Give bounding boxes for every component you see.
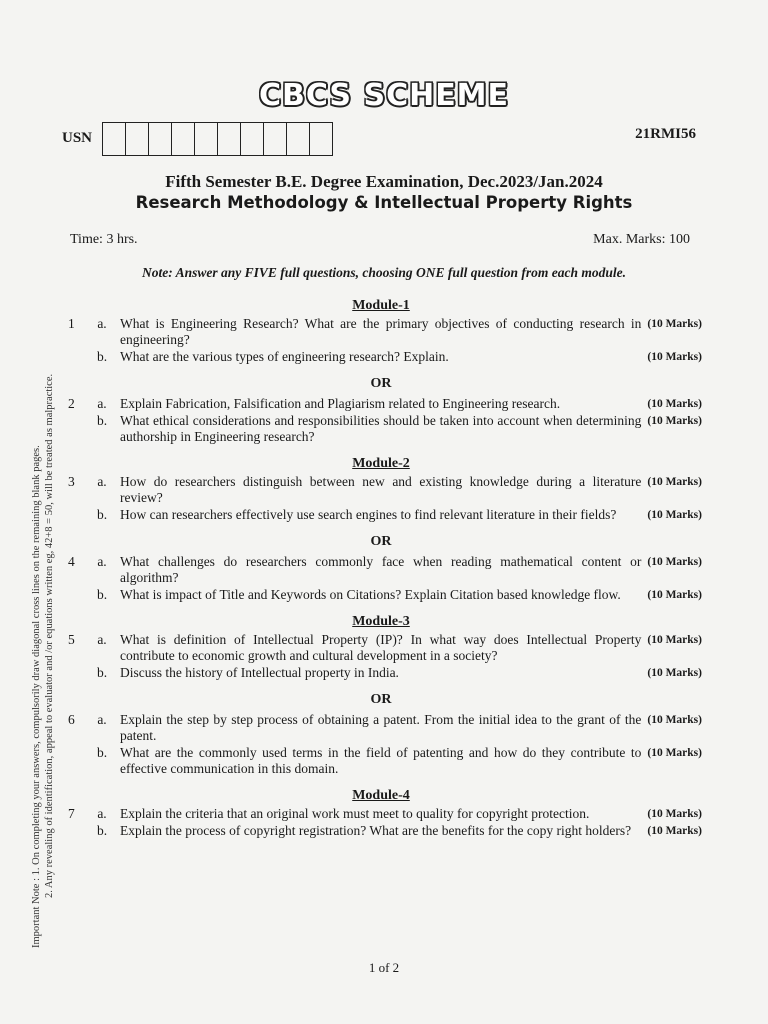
module-title: Module-3 (352, 614, 410, 629)
question-part (84, 587, 702, 603)
part-marks: (10 Marks) (647, 825, 702, 837)
part-text: Explain the step by step process of obtaining a patent. From the initial idea to the grant of the patent. (120, 712, 642, 743)
question-part (84, 507, 702, 523)
or-separator: OR (370, 376, 392, 391)
usn-box[interactable] (310, 123, 332, 155)
usn-box[interactable] (149, 123, 172, 155)
part-label: a. (97, 396, 107, 411)
question (60, 712, 702, 778)
usn-box[interactable] (195, 123, 218, 155)
part-marks: (10 Marks) (647, 589, 702, 601)
usn-box[interactable] (103, 123, 126, 155)
exam-title: Fifth Semester B.E. Degree Examination, Dec.2023/Jan.2024 (165, 172, 603, 191)
part-text: What challenges do researchers commonly face when reading mathematical content or algorithm? (120, 554, 642, 585)
question-number: 7 (68, 806, 75, 821)
part-text: What is impact of Title and Keywords on Citations? Explain Citation based knowledge flow. (120, 587, 621, 602)
usn-box[interactable] (287, 123, 310, 155)
instruction-note: Note: Answer any FIVE full questions, choosing ONE full question from each module. (141, 265, 627, 280)
question-part (84, 474, 702, 506)
part-label: a. (97, 712, 107, 727)
question-part (84, 806, 702, 822)
subject-title: Research Methodology & Intellectual Property Rights (135, 193, 633, 212)
module-title: Module-1 (352, 298, 410, 313)
or-separator: OR (370, 534, 392, 549)
or-separator: OR (370, 692, 392, 707)
question-list (60, 298, 702, 840)
usn-box[interactable] (241, 123, 264, 155)
scheme-stamp: CBCS SCHEME (258, 78, 510, 113)
question (60, 316, 702, 366)
part-text: What are the commonly used terms in the field of patenting and how do they contribute to effective communication in this domain. (120, 745, 642, 776)
question-number: 6 (68, 712, 75, 727)
part-label: b. (96, 665, 108, 680)
part-text: How do researchers distinguish between new and existing knowledge during a literature review? (120, 474, 642, 505)
part-text: Explain Fabrication, Falsification and Plagiarism related to Engineering research. (120, 396, 561, 411)
part-text: What ethical considerations and responsibilities should be taken into account when determining authorship in Engineering research? (120, 413, 642, 444)
question-part (84, 396, 702, 412)
question-part (84, 554, 702, 586)
part-label: a. (97, 474, 107, 489)
part-text: What is Engineering Research? What are the primary objectives of conducting research in engineering? (120, 316, 642, 347)
course-code: 21RMI56 (635, 126, 696, 142)
part-label: a. (97, 554, 107, 569)
question-part (84, 823, 702, 839)
question-part (84, 712, 702, 744)
question-number: 3 (68, 474, 75, 489)
question-part (84, 316, 702, 348)
part-label: a. (97, 806, 107, 821)
question-number: 5 (68, 632, 75, 647)
question-part (84, 665, 702, 681)
part-marks: (10 Marks) (647, 667, 702, 679)
usn-boxes (102, 122, 333, 156)
part-label: b. (96, 413, 108, 428)
question (60, 632, 702, 682)
question-part (84, 349, 702, 365)
part-label: b. (96, 823, 108, 838)
side-note-line-2: 2. Any revealing of identification, appeal to evaluator and /or equations written eg, 42+8 = 50, will be treated as malpractice. (44, 373, 55, 898)
part-marks: (10 Marks) (647, 476, 702, 488)
usn-label: USN (62, 130, 93, 146)
part-label: b. (96, 745, 108, 760)
part-marks: (10 Marks) (647, 415, 702, 427)
usn-box[interactable] (172, 123, 195, 155)
part-marks: (10 Marks) (647, 509, 702, 521)
part-text: What are the various types of engineering research? Explain. (120, 349, 449, 364)
question (60, 396, 702, 446)
question-part (84, 632, 702, 664)
question (60, 806, 702, 840)
side-note-line-1: Important Note : 1. On completing your answers, compulsorily draw diagonal cross lines on the remaining blank pages. (31, 445, 42, 948)
part-text: Explain the process of copyright registration? What are the benefits for the copy right holders? (120, 823, 632, 838)
part-text: What is definition of Intellectual Property (IP)? In what way does Intellectual Property contribute to economic growth and cultural development in a society? (120, 632, 642, 663)
part-marks: (10 Marks) (647, 747, 702, 759)
usn-box[interactable] (218, 123, 241, 155)
question-number: 1 (68, 316, 75, 331)
side-note (30, 374, 56, 948)
part-marks: (10 Marks) (647, 634, 702, 646)
question-part (84, 745, 702, 777)
usn-box[interactable] (264, 123, 287, 155)
part-marks: (10 Marks) (647, 351, 702, 363)
usn-box[interactable] (126, 123, 149, 155)
module-title: Module-4 (352, 788, 410, 803)
question-number: 2 (68, 396, 75, 411)
part-text: Explain the criteria that an original work must meet to quality for copyright protection. (120, 806, 590, 821)
max-marks: Max. Marks: 100 (593, 232, 690, 247)
part-label: b. (96, 587, 108, 602)
part-label: b. (96, 349, 108, 364)
part-text: How can researchers effectively use search engines to find relevant literature in their fields? (120, 507, 617, 522)
part-marks: (10 Marks) (647, 714, 702, 726)
part-label: b. (96, 507, 108, 522)
question-number: 4 (68, 554, 75, 569)
part-marks: (10 Marks) (647, 556, 702, 568)
question-part (84, 413, 702, 445)
part-label: a. (97, 632, 107, 647)
question (60, 554, 702, 604)
part-marks: (10 Marks) (647, 398, 702, 410)
part-text: Discuss the history of Intellectual property in India. (120, 665, 399, 680)
module-title: Module-2 (352, 456, 410, 471)
page-number: 1 of 2 (368, 960, 400, 975)
part-marks: (10 Marks) (647, 318, 702, 330)
part-label: a. (97, 316, 107, 331)
part-marks: (10 Marks) (647, 808, 702, 820)
exam-duration: Time: 3 hrs. (70, 232, 138, 247)
question (60, 474, 702, 524)
